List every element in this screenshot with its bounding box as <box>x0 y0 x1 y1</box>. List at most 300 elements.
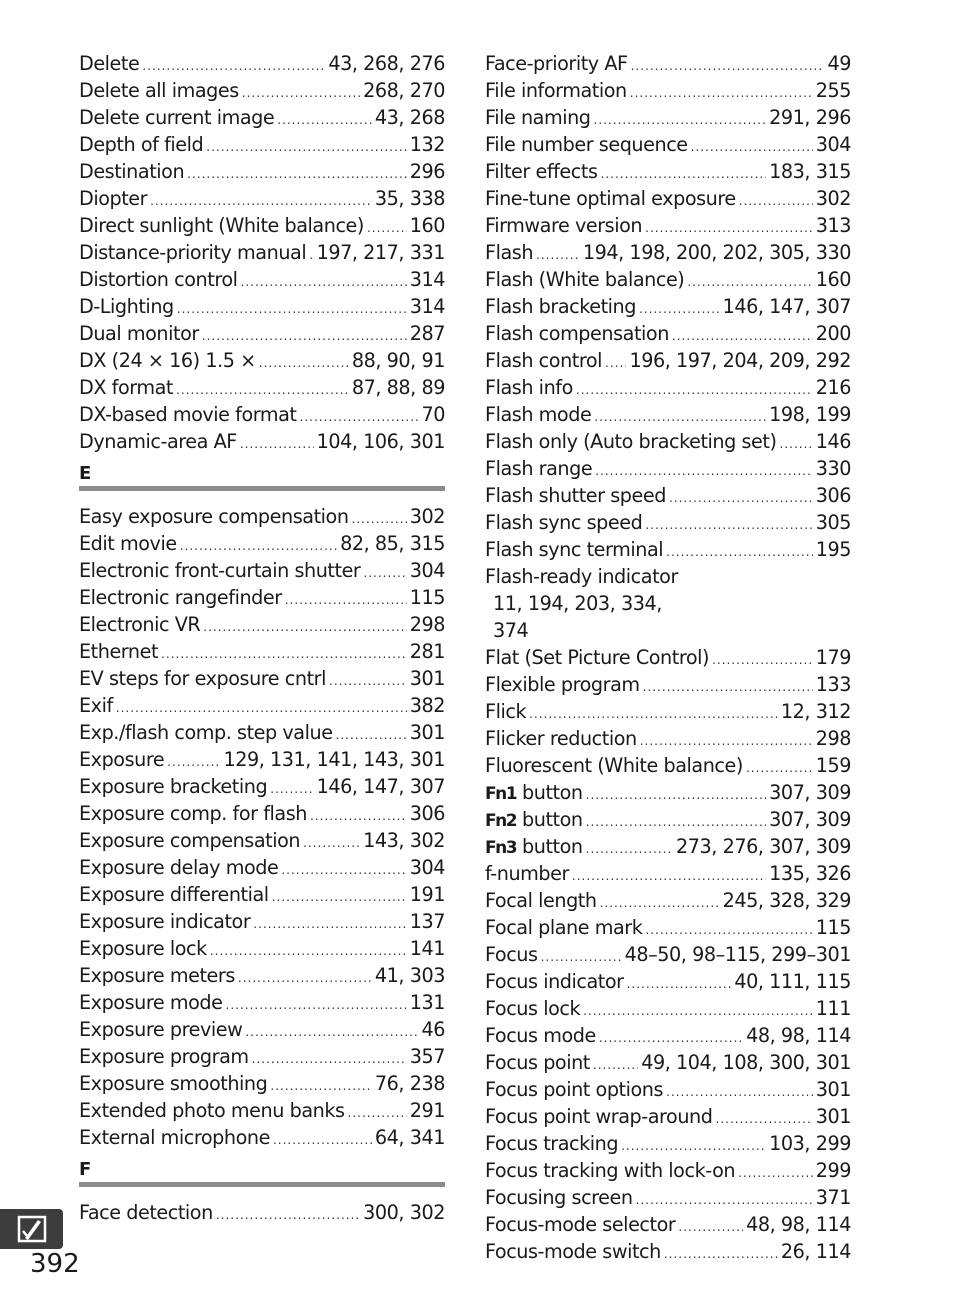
index-entry <box>485 1130 851 1157</box>
index-term: Electronic front-curtain shutter <box>79 559 361 582</box>
index-term: Focus <box>485 943 538 966</box>
index-term: Dynamic-area AF <box>79 430 237 453</box>
index-pages: 43, 268, 276 <box>328 52 445 75</box>
index-entry <box>79 611 445 638</box>
dot-leader <box>572 863 766 890</box>
index-term: Flash <box>485 241 534 264</box>
index-term: DX format <box>79 376 173 399</box>
index-term: Filter effects <box>485 160 598 183</box>
index-term: Delete current image <box>79 106 275 129</box>
dot-leader <box>241 269 407 296</box>
pencil-check-icon <box>16 1214 48 1244</box>
index-pages: 159 <box>815 754 851 777</box>
dot-leader <box>150 188 372 215</box>
dot-leader <box>203 614 406 641</box>
index-term: Fine-tune optimal exposure <box>485 187 736 210</box>
index-pages: 296 <box>409 160 445 183</box>
page-number: 392 <box>30 1249 80 1279</box>
index-pages: 301 <box>815 1078 851 1101</box>
index-term: Dual monitor <box>79 322 199 345</box>
index-term: Flicker reduction <box>485 727 637 750</box>
index-entry <box>79 962 445 989</box>
dot-leader <box>594 404 766 431</box>
index-pages-continued: 374 <box>493 619 529 642</box>
index-term-text: button <box>522 781 583 804</box>
index-pages: 48–50, 98–115, 299–301 <box>624 943 851 966</box>
index-tab-marker <box>0 1209 63 1249</box>
dot-leader <box>270 776 313 803</box>
index-entry <box>79 584 445 611</box>
index-pages: 129, 131, 141, 143, 301 <box>223 748 445 771</box>
index-term: Flash range <box>485 457 593 480</box>
index-pages: 143, 302 <box>363 829 445 852</box>
dot-leader <box>600 890 720 917</box>
index-term: Distortion control <box>79 268 238 291</box>
index-term: File naming <box>485 106 591 129</box>
index-pages: 146, 147, 307 <box>722 295 851 318</box>
index-entry <box>485 752 851 779</box>
index-pages: 135, 326 <box>769 862 851 885</box>
index-term: Flash-ready indicator <box>485 565 678 588</box>
index-term: Exposure <box>79 748 165 771</box>
index-entry <box>79 131 445 158</box>
index-entry <box>485 698 851 725</box>
dot-leader <box>536 242 580 269</box>
index-entry <box>79 854 445 881</box>
index-pages: 35, 338 <box>374 187 445 210</box>
index-entry <box>79 719 445 746</box>
dot-leader <box>180 533 337 560</box>
index-entry <box>79 827 445 854</box>
dot-leader <box>541 944 622 971</box>
index-pages: 330 <box>815 457 851 480</box>
index-pages: 141 <box>409 937 445 960</box>
index-pages: 298 <box>815 727 851 750</box>
index-entry <box>485 428 851 455</box>
dot-leader <box>599 1025 743 1052</box>
section-heading-f: F <box>79 1151 445 1187</box>
index-entry <box>485 158 851 185</box>
index-pages: 371 <box>815 1186 851 1209</box>
dot-leader <box>300 404 419 431</box>
dot-leader <box>712 647 813 674</box>
dot-leader <box>586 809 767 836</box>
index-pages: 103, 299 <box>769 1132 851 1155</box>
index-term: Edit movie <box>79 532 177 555</box>
dot-leader <box>310 803 407 830</box>
index-pages: 179 <box>815 646 851 669</box>
index-entry <box>485 779 851 806</box>
index-term-text: button <box>522 835 583 858</box>
dot-leader <box>630 80 813 107</box>
index-pages: 291, 296 <box>769 106 851 129</box>
dot-leader <box>739 188 813 215</box>
index-pages: 307, 309 <box>769 781 851 804</box>
index-term: Destination <box>79 160 185 183</box>
index-term <box>485 833 583 862</box>
index-pages: 304 <box>409 856 445 879</box>
index-term: Focus tracking with lock-on <box>485 1159 736 1182</box>
index-term: Electronic rangefinder <box>79 586 282 609</box>
index-pages: 133 <box>815 673 851 696</box>
index-pages: 160 <box>409 214 445 237</box>
index-term: Focus indicator <box>485 970 624 993</box>
index-entry <box>485 563 851 644</box>
index-entry <box>79 347 445 374</box>
section-heading-e: E <box>79 455 445 491</box>
index-entry <box>79 1124 445 1151</box>
index-term: Easy exposure compensation <box>79 505 349 528</box>
index-term: File information <box>485 79 627 102</box>
index-entry <box>485 1157 851 1184</box>
dot-leader <box>595 458 812 485</box>
index-entry <box>485 374 851 401</box>
index-pages: 104, 106, 301 <box>316 430 445 453</box>
index-term: Electronic VR <box>79 613 201 636</box>
index-pages: 40, 111, 115 <box>734 970 851 993</box>
dot-leader <box>605 350 626 377</box>
index-pages: 301 <box>815 1105 851 1128</box>
index-entry <box>79 989 445 1016</box>
index-term: Delete all images <box>79 79 239 102</box>
dot-leader <box>226 992 407 1019</box>
index-term: D-Lighting <box>79 295 174 318</box>
index-term: Direct sunlight (White balance) <box>79 214 364 237</box>
dot-leader <box>664 1241 778 1268</box>
index-entry <box>79 746 445 773</box>
index-pages: 301 <box>409 721 445 744</box>
dot-leader <box>738 1160 813 1187</box>
dot-leader <box>336 722 407 749</box>
index-pages: 195 <box>815 538 851 561</box>
index-entry <box>485 131 851 158</box>
index-term: Delete <box>79 52 140 75</box>
index-pages: 11, 194, 203, 334, <box>493 592 662 615</box>
dot-leader <box>601 161 767 188</box>
index-term: Flash sync terminal <box>485 538 664 561</box>
index-group-f <box>79 1199 445 1226</box>
dot-leader <box>583 998 813 1025</box>
index-term: Flash only (Auto bracketing set) <box>485 430 777 453</box>
index-term: Diopter <box>79 187 148 210</box>
index-pages: 131 <box>409 991 445 1014</box>
index-pages: 49, 104, 108, 300, 301 <box>641 1051 851 1074</box>
dot-leader <box>273 1127 372 1154</box>
index-entry <box>79 401 445 428</box>
index-term <box>485 779 583 808</box>
index-term: Exposure comp. for flash <box>79 802 307 825</box>
index-entry <box>79 557 445 584</box>
dot-leader <box>167 749 220 776</box>
index-pages: 198, 199 <box>769 403 851 426</box>
index-pages: 146 <box>815 430 851 453</box>
index-entry <box>485 860 851 887</box>
index-term: External microphone <box>79 1126 270 1149</box>
index-entry <box>79 428 445 455</box>
index-column-right <box>485 50 851 1265</box>
index-entry <box>79 1043 445 1070</box>
index-pages: 137 <box>409 910 445 933</box>
index-term: Focus point wrap-around <box>485 1105 713 1128</box>
index-entry <box>485 914 851 941</box>
dot-leader <box>594 107 767 134</box>
index-pages: 88, 90, 91 <box>351 349 445 372</box>
index-entry <box>485 1103 851 1130</box>
dot-leader <box>238 965 372 992</box>
index-term: Focus mode <box>485 1024 596 1047</box>
index-pages: 287 <box>409 322 445 345</box>
index-entry <box>485 266 851 293</box>
index-entry <box>485 887 851 914</box>
index-entry <box>485 77 851 104</box>
index-entry <box>485 1022 851 1049</box>
index-term: Distance-priority manual <box>79 241 307 264</box>
dot-leader <box>669 485 813 512</box>
index-entry <box>79 1070 445 1097</box>
index-term: Flash shutter speed <box>485 484 666 507</box>
dot-leader <box>242 80 360 107</box>
index-pages: 314 <box>409 268 445 291</box>
dot-leader <box>645 512 812 539</box>
index-entry <box>485 1049 851 1076</box>
index-pages: 200 <box>815 322 851 345</box>
index-entry <box>79 881 445 908</box>
dot-leader <box>303 830 360 857</box>
index-pages: 48, 98, 114 <box>746 1213 851 1236</box>
dot-leader <box>210 938 407 965</box>
index-entry <box>485 293 851 320</box>
index-term: Focus-mode selector <box>485 1213 676 1236</box>
index-pages: 281 <box>409 640 445 663</box>
index-entry <box>79 1097 445 1124</box>
dot-leader <box>116 695 407 722</box>
dot-leader <box>245 1019 418 1046</box>
index-entry <box>79 212 445 239</box>
index-pages: 48, 98, 114 <box>746 1024 851 1047</box>
dot-leader <box>593 1052 638 1079</box>
index-pages: 304 <box>815 133 851 156</box>
dot-leader <box>309 242 313 269</box>
index-pages: 273, 276, 307, 309 <box>676 835 851 858</box>
index-pages: 300, 302 <box>363 1201 445 1224</box>
dot-leader <box>240 431 314 458</box>
dot-leader <box>272 884 407 911</box>
index-pages: 41, 303 <box>374 964 445 987</box>
index-term: Exif <box>79 694 113 717</box>
index-entry <box>485 1184 851 1211</box>
dot-leader <box>202 323 407 350</box>
index-pages: 183, 315 <box>769 160 851 183</box>
index-term: Extended photo menu banks <box>79 1099 345 1122</box>
index-entry <box>79 503 445 530</box>
index-pages: 306 <box>815 484 851 507</box>
index-term: Exposure preview <box>79 1018 243 1041</box>
index-pages: 255 <box>815 79 851 102</box>
index-entry <box>485 455 851 482</box>
dot-leader <box>645 215 813 242</box>
index-group-f-continued-c <box>485 860 851 1265</box>
index-term: DX-based movie format <box>79 403 297 426</box>
index-entry <box>485 185 851 212</box>
index-term: Exposure lock <box>79 937 207 960</box>
index-pages: 268, 270 <box>363 79 445 102</box>
index-entry <box>79 800 445 827</box>
index-entry <box>485 239 851 266</box>
dot-leader <box>780 431 813 458</box>
index-entry <box>485 536 851 563</box>
index-pages: 197, 217, 331 <box>316 241 445 264</box>
dot-leader <box>206 134 406 161</box>
index-entry <box>79 935 445 962</box>
dot-leader <box>252 1046 407 1073</box>
index-term: Exposure smoothing <box>79 1072 268 1095</box>
index-entry <box>485 725 851 752</box>
index-pages: 307, 309 <box>769 808 851 831</box>
index-pages: 306 <box>409 802 445 825</box>
dot-leader <box>645 917 812 944</box>
dot-leader <box>281 857 406 884</box>
index-term: Firmware version <box>485 214 643 237</box>
index-entry <box>79 266 445 293</box>
dot-leader <box>529 701 778 728</box>
index-pages: 87, 88, 89 <box>351 376 445 399</box>
dot-leader <box>691 134 813 161</box>
index-pages: 301 <box>409 667 445 690</box>
index-term: File number sequence <box>485 133 688 156</box>
index-entry <box>79 773 445 800</box>
index-term: Flexible program <box>485 673 640 696</box>
index-entry <box>485 644 851 671</box>
index-entry <box>485 212 851 239</box>
index-pages: 191 <box>409 883 445 906</box>
index-entry <box>485 401 851 428</box>
index-term: Exp./flash comp. step value <box>79 721 333 744</box>
index-term: Depth of field <box>79 133 204 156</box>
index-term: Exposure delay mode <box>79 856 279 879</box>
index-term: Ethernet <box>79 640 159 663</box>
dot-leader <box>586 836 673 863</box>
index-term: Face-priority AF <box>485 52 628 75</box>
index-pages: 76, 238 <box>374 1072 445 1095</box>
index-pages: 313 <box>815 214 851 237</box>
index-pages: 12, 312 <box>780 700 851 723</box>
dot-leader <box>586 782 767 809</box>
dot-leader <box>576 377 813 404</box>
index-term: EV steps for exposure cntrl <box>79 667 327 690</box>
index-entry <box>79 158 445 185</box>
function-button-label: Fn2 <box>485 811 517 831</box>
index-pages: 64, 341 <box>374 1126 445 1149</box>
index-pages: 304 <box>409 559 445 582</box>
index-pages: 111 <box>815 997 851 1020</box>
index-term: Flash compensation <box>485 322 669 345</box>
dot-leader <box>259 350 349 377</box>
dot-leader <box>348 1100 407 1127</box>
dot-leader <box>177 296 407 323</box>
index-term: Focus tracking <box>485 1132 619 1155</box>
dot-leader <box>643 674 813 701</box>
index-entry <box>485 1076 851 1103</box>
index-term: Exposure bracketing <box>79 775 268 798</box>
index-entry <box>79 77 445 104</box>
dot-leader <box>176 377 349 404</box>
index-pages: 382 <box>409 694 445 717</box>
index-term: Flash info <box>485 376 573 399</box>
index-group-d <box>79 50 445 455</box>
index-group-fn-buttons <box>485 779 851 860</box>
dot-leader <box>631 53 825 80</box>
index-entry <box>79 104 445 131</box>
index-entry <box>485 104 851 131</box>
index-entry <box>485 806 851 833</box>
index-term: Focusing screen <box>485 1186 633 1209</box>
index-entry <box>79 665 445 692</box>
index-term-text: button <box>522 808 583 831</box>
index-pages: 357 <box>409 1045 445 1068</box>
index-entry <box>485 941 851 968</box>
dot-leader <box>277 107 372 134</box>
index-pages: 305 <box>815 511 851 534</box>
index-term: Focus-mode switch <box>485 1240 661 1263</box>
index-entry <box>79 908 445 935</box>
dot-leader <box>367 215 407 242</box>
index-term: Flash bracketing <box>485 295 636 318</box>
dot-leader <box>363 560 406 587</box>
index-term: Exposure mode <box>79 991 223 1014</box>
dot-leader <box>639 296 720 323</box>
index-term: Focal plane mark <box>485 916 643 939</box>
dot-leader <box>142 53 325 80</box>
dot-leader <box>270 1073 372 1100</box>
index-term: DX (24 × 16) 1.5 × <box>79 349 256 372</box>
index-term: Exposure differential <box>79 883 269 906</box>
index-pages: 46 <box>421 1018 445 1041</box>
index-entry <box>485 1211 851 1238</box>
dot-leader <box>672 323 813 350</box>
index-group-f-continued-b <box>485 644 851 779</box>
dot-leader <box>687 269 812 296</box>
dot-leader <box>187 161 407 188</box>
index-term: Flash (White balance) <box>485 268 685 291</box>
index-term: Face detection <box>79 1201 213 1224</box>
index-entry <box>485 320 851 347</box>
index-term: Flick <box>485 700 527 723</box>
index-term: Flash sync speed <box>485 511 643 534</box>
index-entry <box>79 1199 445 1226</box>
index-entry <box>485 347 851 374</box>
index-pages: 196, 197, 204, 209, 292 <box>629 349 851 372</box>
dot-leader <box>621 1133 766 1160</box>
index-entry <box>485 995 851 1022</box>
dot-leader <box>678 1214 743 1241</box>
dot-leader <box>640 728 813 755</box>
index-term: Focus point <box>485 1051 590 1074</box>
index-entry <box>79 293 445 320</box>
index-pages: 146, 147, 307 <box>316 775 445 798</box>
index-pages: 194, 198, 200, 202, 305, 330 <box>582 241 851 264</box>
index-pages: 115 <box>409 586 445 609</box>
index-entry <box>485 833 851 860</box>
index-entry <box>79 185 445 212</box>
dot-leader <box>216 1202 360 1229</box>
index-pages: 302 <box>815 187 851 210</box>
index-group-e <box>79 503 445 1151</box>
index-entry <box>485 509 851 536</box>
index-pages: 291 <box>409 1099 445 1122</box>
index-entry <box>485 1238 851 1265</box>
index-term: Exposure meters <box>79 964 235 987</box>
index-pages: 245, 328, 329 <box>722 889 851 912</box>
